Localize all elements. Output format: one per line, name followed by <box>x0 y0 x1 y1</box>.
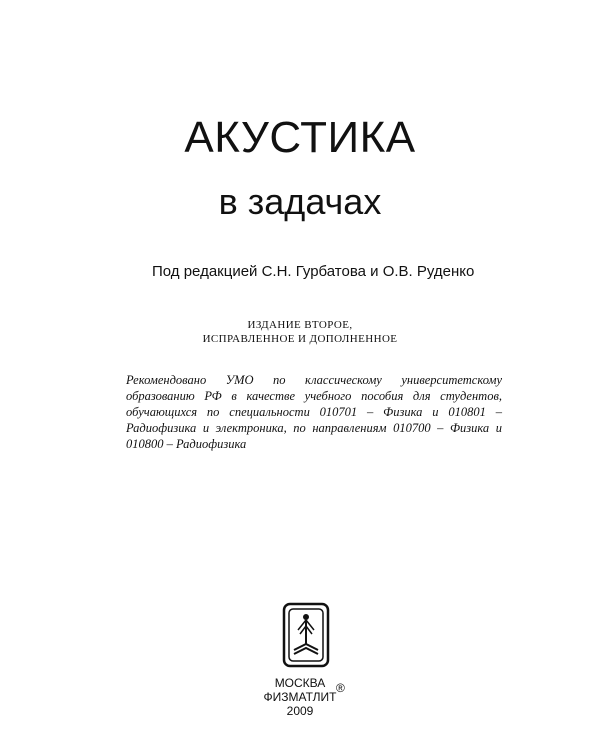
edition-line-2: ИСПРАВЛЕННОЕ И ДОПОЛНЕННОЕ <box>202 333 398 345</box>
publisher-block <box>0 676 600 718</box>
book-subtitle: в задачах <box>218 181 382 222</box>
publisher-city: МОСКВА <box>274 676 326 690</box>
publisher-logo <box>278 600 334 672</box>
publisher-name: ФИЗМАТЛИТ <box>263 690 337 704</box>
edition-line-1: ИЗДАНИЕ ВТОРОЕ, <box>247 319 353 331</box>
publication-year: 2009 <box>286 704 314 718</box>
recommendation-text: Рекомендовано УМО по классическому университетскому образованию РФ в качестве учебного пособия для студентов, обучающихся по специальности 010701 – Физика и 010801 – Радиофизика и электроника, по направлениям 010700 – Физика и 010800 – Радиофизика <box>126 373 502 451</box>
editors-line: Под редакцией С.Н. Гурбатова и О.В. Руденко <box>152 263 475 280</box>
book-title: АКУСТИКА <box>184 113 416 162</box>
registered-mark: ® <box>336 681 345 695</box>
edition-note <box>0 318 600 346</box>
